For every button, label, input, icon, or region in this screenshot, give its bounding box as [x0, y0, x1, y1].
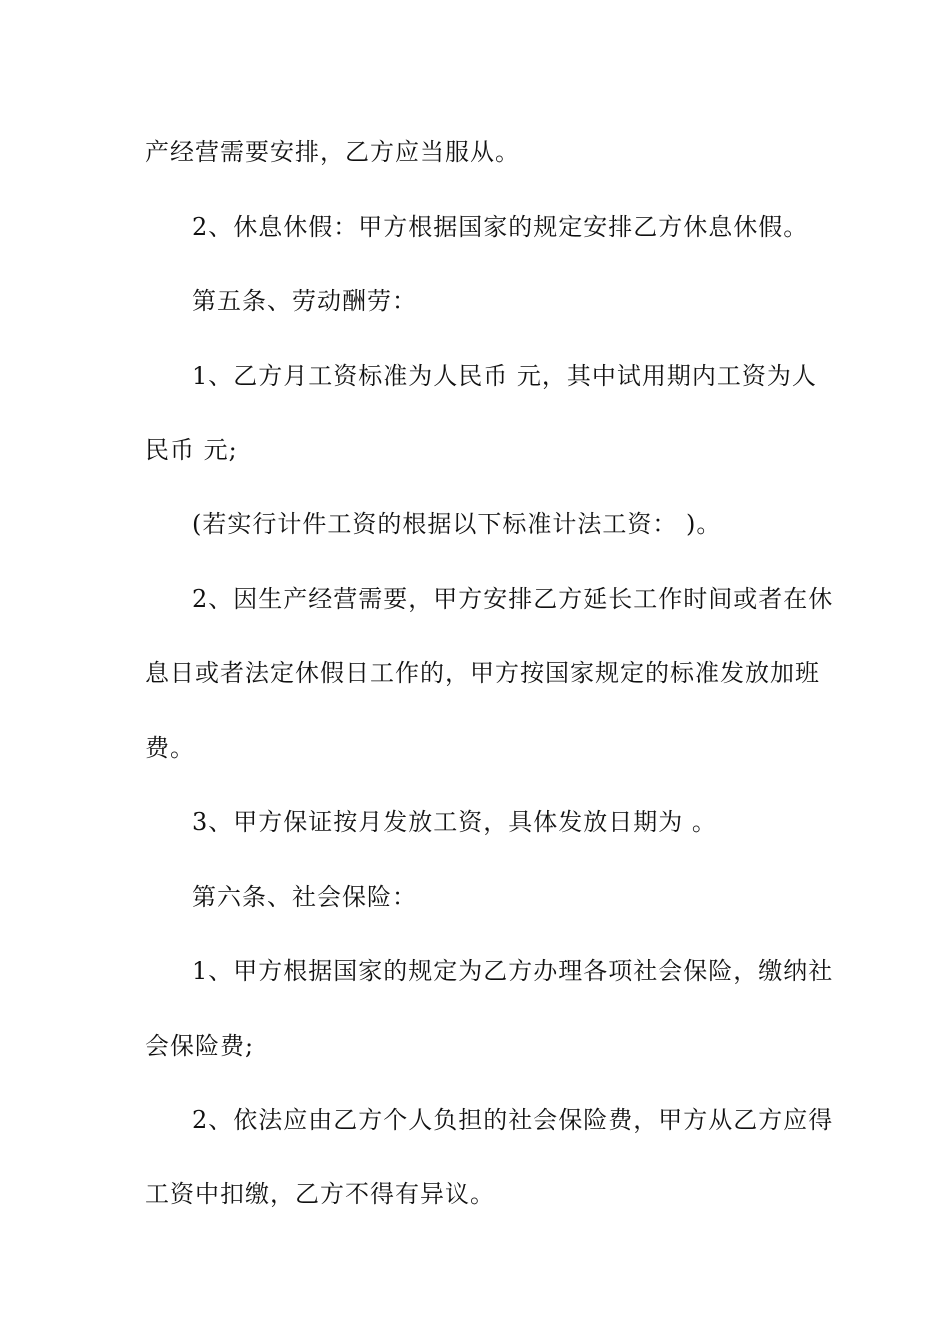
paragraph-line: 2、因生产经营需要，甲方安排乙方延长工作时间或者在休 — [192, 585, 834, 613]
paragraph-line: 3、甲方保证按月发放工资，具体发放日期为 。 — [192, 808, 717, 836]
paragraph-line: (若实行计件工资的根据以下标准计法工资： )。 — [192, 510, 722, 538]
paragraph-line: 费。 — [145, 734, 195, 762]
paragraph-line: 产经营需要安排，乙方应当服从。 — [145, 138, 520, 166]
paragraph-line: 工资中扣缴，乙方不得有异议。 — [145, 1180, 495, 1208]
paragraph-line: 2、休息休假：甲方根据国家的规定安排乙方休息休假。 — [192, 213, 809, 241]
paragraph-line: 1、甲方根据国家的规定为乙方办理各项社会保险，缴纳社 — [192, 957, 834, 985]
paragraph-line: 会保险费; — [145, 1032, 255, 1060]
paragraph-line: 息日或者法定休假日工作的，甲方按国家规定的标准发放加班 — [145, 659, 820, 687]
section-heading: 第五条、劳动酬劳： — [192, 287, 417, 315]
section-heading: 第六条、社会保险： — [192, 883, 417, 911]
paragraph-line: 1、乙方月工资标准为人民币 元，其中试用期内工资为人 — [192, 362, 817, 390]
paragraph-line: 民币 元; — [145, 436, 238, 464]
paragraph-line: 2、依法应由乙方个人负担的社会保险费，甲方从乙方应得 — [192, 1106, 834, 1134]
